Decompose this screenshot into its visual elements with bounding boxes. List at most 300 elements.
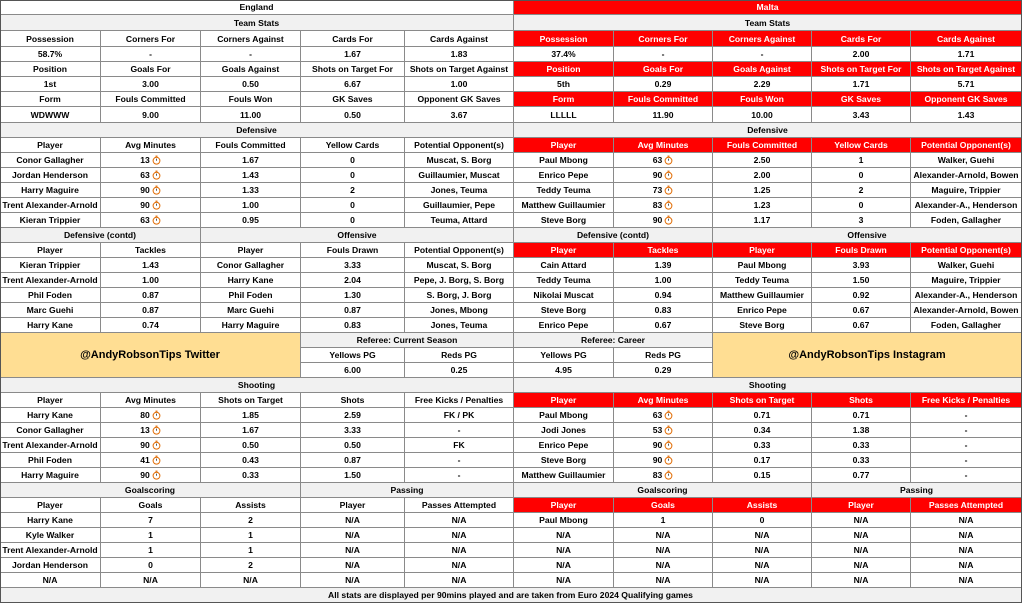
avg-minutes-value: 83 (652, 200, 663, 210)
table-cell: Alexander-Arnold, Bowen (911, 168, 1022, 183)
table-cell: 0.92 (812, 288, 911, 303)
table-cell: 0 (812, 168, 911, 183)
away-stat-label-gk_saves: GK Saves (812, 92, 911, 107)
avg-minutes-value: 53 (652, 425, 663, 435)
table-cell: 1 (812, 153, 911, 168)
table-cell: Trent Alexander-Arnold (0, 438, 101, 453)
table-cell: Jones, Mbong (405, 303, 514, 318)
referee-season-reds: 0.25 (405, 363, 514, 378)
table-cell: - (405, 468, 514, 483)
home-stat-label-fouls_won: Fouls Won (201, 92, 301, 107)
home-offensive-header: Offensive (201, 228, 514, 243)
table-cell: 1.23 (713, 198, 812, 213)
table-cell: Harry Kane (0, 408, 101, 423)
table-cell (101, 468, 201, 483)
away-gs-col-passes_attempted: Passes Attempted (911, 498, 1022, 513)
table-cell: 0 (301, 198, 405, 213)
away-stat-label-cards_for: Cards For (812, 31, 911, 47)
avg-minutes-value: 63 (652, 410, 663, 420)
table-cell: Conor Gallagher (0, 423, 101, 438)
table-cell: Kieran Trippier (0, 213, 101, 228)
avg-minutes-value: 90 (652, 170, 663, 180)
home-stat-label-corners_for: Corners For (101, 31, 201, 47)
table-cell: N/A (911, 558, 1022, 573)
away-defensive-col-potential_opponents: Potential Opponent(s) (911, 138, 1022, 153)
referee-season-yellows: 6.00 (301, 363, 405, 378)
table-cell: 1.33 (201, 183, 301, 198)
home-stat-form: WDWWW (0, 107, 101, 123)
table-cell (614, 438, 713, 453)
away-stat-cards_against: 1.71 (911, 47, 1022, 62)
table-cell: N/A (812, 558, 911, 573)
home-stat-label-goals_for: Goals For (101, 62, 201, 77)
home-defensive-col-avg_minutes: Avg Minutes (101, 138, 201, 153)
table-cell: Walker, Guehi (911, 153, 1022, 168)
table-cell (101, 438, 201, 453)
table-cell: 1.25 (713, 183, 812, 198)
table-cell: 1 (101, 528, 201, 543)
table-cell: N/A (405, 573, 514, 588)
stopwatch-icon (152, 215, 161, 225)
table-cell: 1.43 (101, 258, 201, 273)
table-cell: 2.00 (713, 168, 812, 183)
home-stat-fouls_committed: 9.00 (101, 107, 201, 123)
home-stat-corners_against: - (201, 47, 301, 62)
table-cell: N/A (713, 528, 812, 543)
table-cell: 0.83 (301, 318, 405, 333)
table-cell: 1.00 (201, 198, 301, 213)
table-cell: - (405, 423, 514, 438)
stopwatch-icon (664, 170, 673, 180)
table-cell: Trent Alexander-Arnold (0, 273, 101, 288)
stopwatch-icon (152, 200, 161, 210)
table-cell: Phil Foden (201, 288, 301, 303)
home-col-player: Player (0, 243, 101, 258)
home-stat-label-goals_against: Goals Against (201, 62, 301, 77)
table-cell: Steve Borg (514, 213, 614, 228)
away-stat-label-shots_on_target_for: Shots on Target For (812, 62, 911, 77)
table-cell: 1.50 (301, 468, 405, 483)
table-cell: 1.50 (812, 273, 911, 288)
table-cell: N/A (405, 513, 514, 528)
home-gs-col-player: Player (301, 498, 405, 513)
table-cell: Alexander-A., Henderson (911, 288, 1022, 303)
away-defensive-col-player: Player (514, 138, 614, 153)
table-cell: N/A (911, 573, 1022, 588)
home-shooting-col-avg_minutes: Avg Minutes (101, 393, 201, 408)
table-cell: N/A (301, 528, 405, 543)
away-stat-position: 5th (514, 77, 614, 92)
table-cell: Jordan Henderson (0, 168, 101, 183)
avg-minutes-value: 63 (140, 170, 150, 180)
home-stat-sot_against: 1.00 (405, 77, 514, 92)
table-cell: 1 (201, 543, 301, 558)
table-cell: N/A (812, 513, 911, 528)
table-cell: N/A (405, 528, 514, 543)
avg-minutes-value: 90 (140, 440, 150, 450)
away-defensive-col-fouls_committed: Fouls Committed (713, 138, 812, 153)
table-cell: Phil Foden (0, 288, 101, 303)
table-cell: N/A (514, 543, 614, 558)
table-cell: N/A (812, 543, 911, 558)
table-cell: Foden, Gallagher (911, 318, 1022, 333)
away-stat-label-corners_for: Corners For (614, 31, 713, 47)
home-col-tackles: Tackles (101, 243, 201, 258)
referee-career-yellows: 4.95 (514, 363, 614, 378)
home-team-stats-header: Team Stats (0, 15, 514, 31)
home-stat-label-gk_saves: GK Saves (301, 92, 405, 107)
table-cell: N/A (713, 558, 812, 573)
table-cell: Muscat, S. Borg (405, 153, 514, 168)
avg-minutes-value: 90 (140, 185, 150, 195)
table-cell: Marc Guehi (0, 303, 101, 318)
table-cell: 1.43 (201, 168, 301, 183)
away-shooting-header: Shooting (514, 378, 1022, 393)
table-cell (614, 183, 713, 198)
referee-season-reds-label: Reds PG (405, 348, 514, 363)
table-cell: Kyle Walker (0, 528, 101, 543)
stopwatch-icon (152, 185, 161, 195)
home-stat-label-possession: Possession (0, 31, 101, 47)
table-cell: 2 (201, 558, 301, 573)
table-cell: Alexander-Arnold, Bowen (911, 303, 1022, 318)
table-cell (101, 213, 201, 228)
table-cell: Conor Gallagher (0, 153, 101, 168)
table-cell: 7 (101, 513, 201, 528)
home-gs-col-player: Player (0, 498, 101, 513)
table-cell: Foden, Gallagher (911, 213, 1022, 228)
away-stat-label-fouls_committed: Fouls Committed (614, 92, 713, 107)
table-cell: Jones, Teuma (405, 318, 514, 333)
table-cell: N/A (614, 528, 713, 543)
table-cell: 0.71 (713, 408, 812, 423)
table-cell: 0.77 (812, 468, 911, 483)
table-cell: 1.30 (301, 288, 405, 303)
home-gs-col-goals: Goals (101, 498, 201, 513)
away-col-player: Player (713, 243, 812, 258)
stopwatch-icon (664, 425, 673, 435)
home-defensive-col-fouls_committed: Fouls Committed (201, 138, 301, 153)
table-cell: Jones, Teuma (405, 183, 514, 198)
table-cell: Alexander-A., Henderson (911, 198, 1022, 213)
table-cell: 2.50 (713, 153, 812, 168)
table-cell: - (911, 423, 1022, 438)
table-cell: 2 (812, 183, 911, 198)
stopwatch-icon (152, 470, 161, 480)
table-cell: Enrico Pepe (713, 303, 812, 318)
table-cell: - (911, 468, 1022, 483)
table-cell: Paul Mbong (514, 153, 614, 168)
table-cell: 1.00 (101, 273, 201, 288)
stopwatch-icon (152, 455, 161, 465)
home-defensive-header: Defensive (0, 123, 514, 138)
table-cell: N/A (201, 573, 301, 588)
table-cell: N/A (812, 573, 911, 588)
home-shooting-col-shots_on_target: Shots on Target (201, 393, 301, 408)
home-defensive-col-yellow_cards: Yellow Cards (301, 138, 405, 153)
table-cell: N/A (514, 528, 614, 543)
referee-season-yellows-label: Yellows PG (301, 348, 405, 363)
table-cell: Harry Maguire (201, 318, 301, 333)
table-cell: Teddy Teuma (713, 273, 812, 288)
table-cell: FK (405, 438, 514, 453)
home-stat-cards_against: 1.83 (405, 47, 514, 62)
home-stat-gk_saves: 0.50 (301, 107, 405, 123)
table-cell: N/A (614, 558, 713, 573)
away-stat-sot_against: 5.71 (911, 77, 1022, 92)
avg-minutes-value: 90 (140, 200, 150, 210)
avg-minutes-value: 63 (652, 155, 663, 165)
table-cell: Teddy Teuma (514, 183, 614, 198)
table-cell: 0.94 (614, 288, 713, 303)
away-stat-label-cards_against: Cards Against (911, 31, 1022, 47)
referee-career-yellows-label: Yellows PG (514, 348, 614, 363)
table-cell: N/A (301, 573, 405, 588)
table-cell: Paul Mbong (713, 258, 812, 273)
away-shooting-col-shots_on_target: Shots on Target (713, 393, 812, 408)
table-cell: Pepe, J. Borg, S. Borg (405, 273, 514, 288)
table-cell: 0.33 (812, 438, 911, 453)
avg-minutes-value: 63 (140, 215, 150, 225)
table-cell: Jordan Henderson (0, 558, 101, 573)
table-cell: Teddy Teuma (514, 273, 614, 288)
table-cell: Guillaumier, Pepe (405, 198, 514, 213)
instagram-handle: @AndyRobsonTips Instagram (713, 333, 1022, 378)
table-cell: N/A (0, 573, 101, 588)
avg-minutes-value: 13 (140, 425, 150, 435)
table-cell: Teuma, Attard (405, 213, 514, 228)
away-stat-possession: 37.4% (514, 47, 614, 62)
home-defensive-col-potential_opponents: Potential Opponent(s) (405, 138, 514, 153)
table-cell: N/A (514, 573, 614, 588)
home-stat-label-position: Position (0, 62, 101, 77)
table-cell: Kieran Trippier (0, 258, 101, 273)
table-cell: 1.17 (713, 213, 812, 228)
table-cell: 0.50 (301, 438, 405, 453)
table-cell: 0.33 (201, 468, 301, 483)
table-cell (101, 153, 201, 168)
away-gs-col-player: Player (514, 498, 614, 513)
table-cell: 0.87 (301, 303, 405, 318)
table-cell: 2 (201, 513, 301, 528)
home-stat-fouls_won: 11.00 (201, 107, 301, 123)
referee-career-reds: 0.29 (614, 363, 713, 378)
away-col-potential_opponents: Potential Opponent(s) (911, 243, 1022, 258)
home-stat-label-shots_on_target_against: Shots on Target Against (405, 62, 514, 77)
table-cell: Matthew Guillaumier (514, 198, 614, 213)
referee-career-title: Referee: Career (514, 333, 713, 348)
avg-minutes-value: 13 (140, 155, 150, 165)
table-cell: Muscat, S. Borg (405, 258, 514, 273)
table-cell: N/A (713, 543, 812, 558)
home-shooting-col-player: Player (0, 393, 101, 408)
away-defensive-col-yellow_cards: Yellow Cards (812, 138, 911, 153)
table-cell: 0 (301, 213, 405, 228)
table-cell: N/A (101, 573, 201, 588)
table-cell: 0 (101, 558, 201, 573)
table-cell: N/A (301, 513, 405, 528)
home-col-fouls_drawn: Fouls Drawn (301, 243, 405, 258)
table-cell: Harry Maguire (0, 183, 101, 198)
avg-minutes-value: 41 (140, 455, 150, 465)
table-cell: Guillaumier, Muscat (405, 168, 514, 183)
stopwatch-icon (664, 200, 673, 210)
table-cell: 0.50 (201, 438, 301, 453)
table-cell: Steve Borg (514, 303, 614, 318)
home-stat-label-form: Form (0, 92, 101, 107)
away-stat-label-opponent_gk_saves: Opponent GK Saves (911, 92, 1022, 107)
twitter-handle: @AndyRobsonTips Twitter (0, 333, 301, 378)
away-team-title: Malta (514, 0, 1022, 15)
away-defensive-contd-header: Defensive (contd) (514, 228, 713, 243)
away-gs-col-goals: Goals (614, 498, 713, 513)
table-cell: 3.33 (301, 258, 405, 273)
home-col-player: Player (201, 243, 301, 258)
away-stat-cards_for: 2.00 (812, 47, 911, 62)
table-cell: 0.43 (201, 453, 301, 468)
table-cell: 2.04 (301, 273, 405, 288)
away-stat-goals_against: 2.29 (713, 77, 812, 92)
home-stat-label-opponent_gk_saves: Opponent GK Saves (405, 92, 514, 107)
table-cell: 0 (812, 198, 911, 213)
avg-minutes-value: 73 (652, 185, 663, 195)
table-cell (614, 198, 713, 213)
away-goalscoring-header: Goalscoring (514, 483, 812, 498)
table-cell: 0.34 (713, 423, 812, 438)
home-stat-position: 1st (0, 77, 101, 92)
home-col-potential_opponents: Potential Opponent(s) (405, 243, 514, 258)
table-cell: 0.83 (614, 303, 713, 318)
table-cell: 0.87 (101, 303, 201, 318)
referee-career-reds-label: Reds PG (614, 348, 713, 363)
away-stat-fouls_won: 10.00 (713, 107, 812, 123)
stopwatch-icon (152, 425, 161, 435)
table-cell: N/A (301, 543, 405, 558)
table-cell: 0.17 (713, 453, 812, 468)
home-stat-corners_for: - (101, 47, 201, 62)
table-cell: Enrico Pepe (514, 438, 614, 453)
table-cell: 0.95 (201, 213, 301, 228)
table-cell: Cain Attard (514, 258, 614, 273)
stopwatch-icon (664, 185, 673, 195)
away-shooting-col-free_kicks: Free Kicks / Penalties (911, 393, 1022, 408)
table-cell: 1 (101, 543, 201, 558)
table-cell (101, 453, 201, 468)
table-cell: Harry Maguire (0, 468, 101, 483)
away-stat-label-goals_for: Goals For (614, 62, 713, 77)
table-cell: 0.67 (812, 303, 911, 318)
table-cell: 0 (301, 168, 405, 183)
avg-minutes-value: 90 (652, 455, 663, 465)
away-stat-opp_gk_saves: 1.43 (911, 107, 1022, 123)
away-stat-form: LLLLL (514, 107, 614, 123)
away-col-fouls_drawn: Fouls Drawn (812, 243, 911, 258)
table-cell: Marc Guehi (201, 303, 301, 318)
away-stat-label-goals_against: Goals Against (713, 62, 812, 77)
table-cell: Matthew Guillaumier (514, 468, 614, 483)
home-stat-goals_against: 0.50 (201, 77, 301, 92)
table-cell: 0.87 (301, 453, 405, 468)
avg-minutes-value: 90 (140, 470, 150, 480)
table-cell: N/A (514, 558, 614, 573)
stopwatch-icon (664, 455, 673, 465)
table-cell: 1.67 (201, 423, 301, 438)
table-cell (614, 153, 713, 168)
home-stat-opp_gk_saves: 3.67 (405, 107, 514, 123)
table-cell: - (911, 408, 1022, 423)
table-cell (101, 198, 201, 213)
table-cell: Enrico Pepe (514, 318, 614, 333)
table-cell: Steve Borg (514, 453, 614, 468)
away-stat-label-position: Position (514, 62, 614, 77)
home-gs-col-passes_attempted: Passes Attempted (405, 498, 514, 513)
table-cell: N/A (614, 543, 713, 558)
table-cell: 0.33 (713, 438, 812, 453)
stopwatch-icon (664, 470, 673, 480)
home-stat-goals_for: 3.00 (101, 77, 201, 92)
table-cell: Jodi Jones (514, 423, 614, 438)
table-cell (614, 213, 713, 228)
table-cell: 1.38 (812, 423, 911, 438)
home-shooting-col-free_kicks: Free Kicks / Penalties (405, 393, 514, 408)
table-cell: Paul Mbong (514, 408, 614, 423)
table-cell: 0.87 (101, 288, 201, 303)
table-cell: 3.93 (812, 258, 911, 273)
away-stat-fouls_committed: 11.90 (614, 107, 713, 123)
table-cell: 1.67 (201, 153, 301, 168)
stopwatch-icon (152, 170, 161, 180)
table-cell: 0.33 (812, 453, 911, 468)
stopwatch-icon (152, 440, 161, 450)
referee-season-title: Referee: Current Season (301, 333, 514, 348)
table-cell (614, 168, 713, 183)
table-cell (101, 408, 201, 423)
away-gs-col-assists: Assists (713, 498, 812, 513)
table-cell: 1.39 (614, 258, 713, 273)
table-cell (614, 453, 713, 468)
home-shooting-col-shots: Shots (301, 393, 405, 408)
away-stat-gk_saves: 3.43 (812, 107, 911, 123)
away-stat-corners_for: - (614, 47, 713, 62)
table-cell (614, 423, 713, 438)
away-defensive-col-avg_minutes: Avg Minutes (614, 138, 713, 153)
table-cell (101, 423, 201, 438)
table-cell: Paul Mbong (514, 513, 614, 528)
stopwatch-icon (152, 155, 161, 165)
table-cell: 0.67 (812, 318, 911, 333)
away-stat-label-form: Form (514, 92, 614, 107)
away-col-player: Player (514, 243, 614, 258)
table-cell: Maguire, Trippier (911, 183, 1022, 198)
table-cell: Phil Foden (0, 453, 101, 468)
away-shooting-col-avg_minutes: Avg Minutes (614, 393, 713, 408)
avg-minutes-value: 90 (652, 215, 663, 225)
table-cell: N/A (911, 513, 1022, 528)
table-cell: N/A (614, 573, 713, 588)
home-stat-label-fouls_committed: Fouls Committed (101, 92, 201, 107)
away-stat-goals_for: 0.29 (614, 77, 713, 92)
table-cell: Steve Borg (713, 318, 812, 333)
away-stat-corners_against: - (713, 47, 812, 62)
stopwatch-icon (664, 155, 673, 165)
home-stat-cards_for: 1.67 (301, 47, 405, 62)
table-cell: S. Borg, J. Borg (405, 288, 514, 303)
table-cell: Trent Alexander-Arnold (0, 198, 101, 213)
table-cell: - (911, 438, 1022, 453)
table-cell: - (405, 453, 514, 468)
away-passing-header: Passing (812, 483, 1022, 498)
table-cell: Harry Kane (0, 513, 101, 528)
